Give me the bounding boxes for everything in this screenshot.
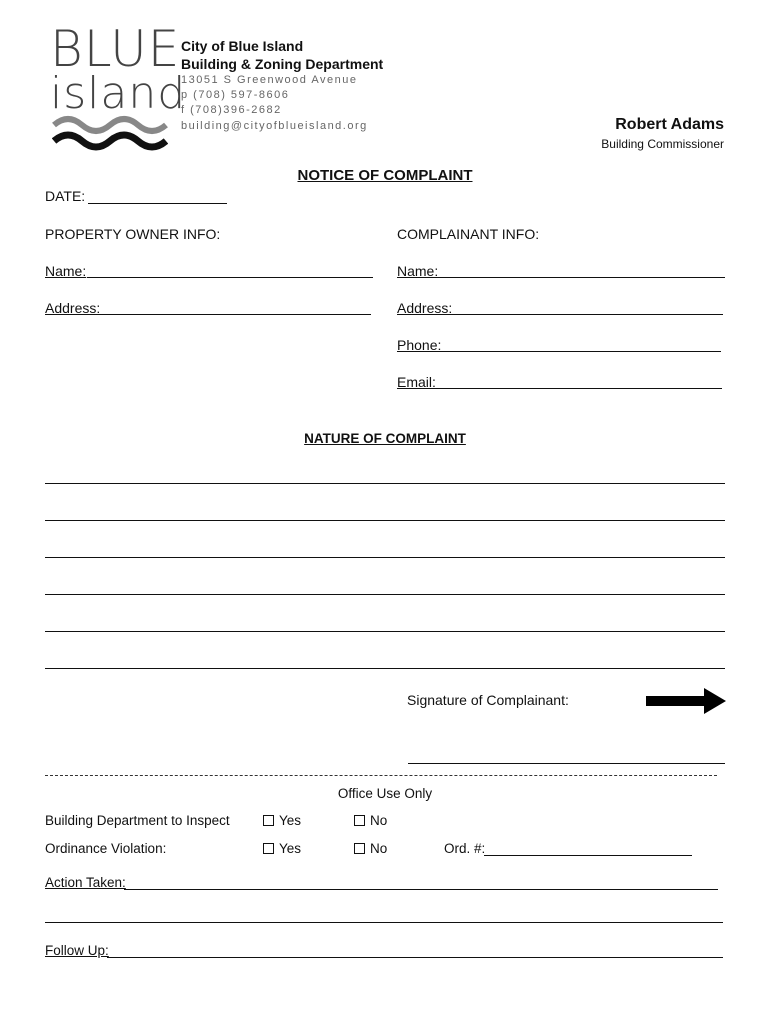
- signature-field[interactable]: [408, 763, 725, 764]
- dept-address: 13051 S Greenwood Avenue: [181, 74, 358, 86]
- nature-title: NATURE OF COMPLAINT: [304, 431, 466, 446]
- violation-no-option[interactable]: [354, 841, 387, 856]
- complainant-heading: COMPLAINANT INFO:: [397, 226, 540, 242]
- arrow-right-icon: [646, 688, 728, 714]
- city-name: City of Blue Island: [181, 38, 304, 54]
- complaint-line-1[interactable]: [45, 483, 725, 484]
- action-label: Action Taken:: [45, 875, 126, 890]
- complainant-email-label: Email:: [397, 374, 436, 390]
- violation-no-checkbox[interactable]: [354, 843, 365, 854]
- violation-yes-option[interactable]: [263, 841, 301, 856]
- action-field-2[interactable]: [45, 922, 723, 923]
- complainant-name-field[interactable]: [438, 277, 725, 278]
- follow-field[interactable]: [107, 957, 723, 958]
- inspect-yes-checkbox[interactable]: [263, 815, 274, 826]
- complainant-name-label: Name:: [397, 263, 439, 279]
- complainant-address-field[interactable]: [452, 314, 723, 315]
- violation-yes-label: Yes: [279, 841, 302, 856]
- complaint-line-3[interactable]: [45, 557, 725, 558]
- complaint-line-2[interactable]: [45, 520, 725, 521]
- office-separator: [45, 775, 717, 776]
- inspect-no-checkbox[interactable]: [354, 815, 365, 826]
- logo-waves-icon: [52, 115, 168, 151]
- dept-email: building@cityofblueisland.org: [181, 120, 368, 132]
- inspect-yes-label: Yes: [279, 813, 302, 828]
- violation-no-label: No: [370, 841, 388, 856]
- complainant-email-field[interactable]: [434, 388, 722, 389]
- form-title: NOTICE OF COMPLAINT: [297, 167, 473, 184]
- owner-name-label: Name:: [45, 263, 87, 279]
- complaint-line-6[interactable]: [45, 668, 725, 669]
- dept-fax: f (708)396-2682: [181, 104, 282, 116]
- complaint-line-5[interactable]: [45, 631, 725, 632]
- inspect-label: Building Department to Inspect: [45, 813, 230, 828]
- commissioner-name: Robert Adams: [615, 116, 724, 133]
- commissioner-title: Building Commissioner: [601, 137, 724, 151]
- inspect-no-option[interactable]: [354, 813, 387, 828]
- complainant-phone-field[interactable]: [441, 351, 721, 352]
- owner-address-label: Address:: [45, 300, 101, 316]
- violation-yes-checkbox[interactable]: [263, 843, 274, 854]
- logo-island: island: [50, 68, 187, 119]
- ord-field[interactable]: [484, 855, 692, 856]
- signature-label: Signature of Complainant:: [407, 692, 569, 708]
- inspect-no-label: No: [370, 813, 388, 828]
- inspect-yes-option[interactable]: [263, 813, 301, 828]
- owner-address-field[interactable]: [100, 314, 371, 315]
- logo-blue: BLUE: [50, 20, 181, 78]
- dept-phone: p (708) 597-8606: [181, 89, 290, 101]
- department-name: Building & Zoning Department: [181, 56, 384, 72]
- date-field[interactable]: [88, 203, 227, 204]
- violation-label: Ordinance Violation:: [45, 841, 167, 856]
- action-field[interactable]: [124, 889, 718, 890]
- follow-label: Follow Up:: [45, 943, 109, 958]
- complainant-address-label: Address:: [397, 300, 453, 316]
- complainant-phone-label: Phone:: [397, 337, 442, 353]
- owner-heading: PROPERTY OWNER INFO:: [45, 226, 221, 242]
- office-title: Office Use Only: [337, 786, 433, 801]
- owner-name-field[interactable]: [87, 277, 373, 278]
- date-label: DATE:: [45, 188, 86, 204]
- complaint-line-4[interactable]: [45, 594, 725, 595]
- ord-label: Ord. #:: [444, 841, 486, 856]
